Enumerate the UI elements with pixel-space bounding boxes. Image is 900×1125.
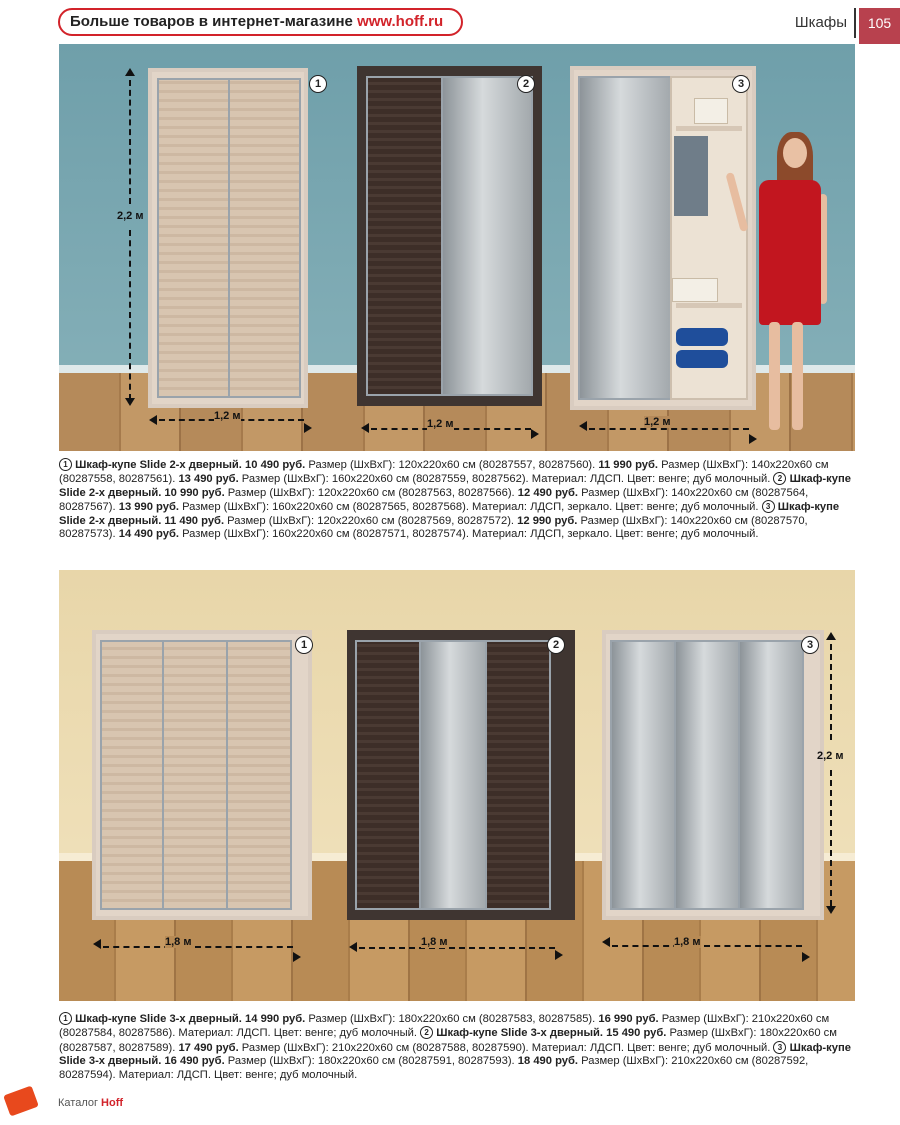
door-panel xyxy=(100,640,164,910)
specs: Размер (ШхВхГ): 210х220х60 см (80287584, 80287586). Материал: ЛДСП. Цвет: венге; дуб молочный. xyxy=(59,1013,830,1040)
door-panel xyxy=(226,640,292,910)
promo-text: Больше товаров в интернет-магазине xyxy=(70,13,358,30)
door-panel xyxy=(162,640,228,910)
wardrobe-1-light-oak xyxy=(92,630,312,920)
section-title: Шкафы xyxy=(794,14,847,31)
item-badge-1: 1 xyxy=(309,75,327,93)
shelf xyxy=(676,126,742,131)
price: 12 990 руб. xyxy=(517,514,578,527)
mirror-door xyxy=(674,640,740,910)
storage-box xyxy=(694,98,728,124)
page-number: 105 xyxy=(859,8,900,44)
door-panel xyxy=(157,78,230,398)
store-logo-icon xyxy=(3,1086,39,1117)
specs: Размер (ШхВхГ): 210х220х60 см (80287592, 80287594). Материал: ЛДСП. Цвет: венге; дуб молочный. xyxy=(59,1055,809,1081)
item-number-icon: 3 xyxy=(762,500,775,513)
price: 17 490 руб. xyxy=(178,1041,239,1054)
width-line xyxy=(589,428,749,430)
height-arrow-bottom xyxy=(125,398,135,406)
specs: Размер (ШхВхГ): 160х220х60 см (80287565, 80287568). Материал: ЛДСП, зеркало. Цвет: венге; дуб молочный. xyxy=(178,501,762,514)
width-label-2: 1,2 м xyxy=(427,418,454,430)
pillow xyxy=(676,350,728,368)
price: 11 990 руб. xyxy=(598,459,658,471)
model-red-dress xyxy=(759,180,821,325)
product-title: Шкаф-купе Slide 2-х дверный. xyxy=(59,501,840,527)
price: 10 990 руб. xyxy=(164,486,225,499)
specs: Размер (ШхВхГ): 210х220х60 см (80287588, 80287590). Материал: ЛДСП. Цвет: венге; дуб молочный. xyxy=(238,1041,774,1054)
height-line xyxy=(129,230,131,400)
specs: Размер (ШхВхГ): 180х220х60 см (80287591, 80287593). xyxy=(224,1055,518,1068)
height-arrow-bottom xyxy=(826,906,836,914)
caption-entry xyxy=(59,459,598,471)
product-title: Шкаф-купе Slide 3-х дверный. xyxy=(59,1041,851,1068)
specs: Размер (ШхВхГ): 180х220х60 см (80287587, 80287589). xyxy=(59,1027,837,1054)
item-badge-2: 2 xyxy=(547,636,565,654)
height-arrow-top xyxy=(826,632,836,640)
width-arrow-right xyxy=(749,434,757,444)
width-arrow-right xyxy=(802,952,810,962)
specs: Размер (ШхВхГ): 120х220х60 см (80287557, 80287560). xyxy=(305,459,599,471)
height-label: 2,2 м xyxy=(117,210,144,222)
price: 14 990 руб. xyxy=(245,1013,306,1025)
footer xyxy=(58,1097,123,1109)
price: 18 490 руб. xyxy=(517,1055,579,1068)
width-arrow-left xyxy=(361,423,369,433)
price: 16 990 руб. xyxy=(598,1013,659,1025)
caption-entry xyxy=(59,1013,598,1025)
hanging-clothes xyxy=(674,136,708,216)
wardrobe-2-wenge-mirror xyxy=(357,66,542,406)
item-number-icon: 1 xyxy=(59,1012,72,1025)
width-line xyxy=(612,945,802,947)
item-number-icon: 1 xyxy=(59,458,72,471)
width-label-3: 1,2 м xyxy=(644,416,671,428)
price: 14 490 руб. xyxy=(118,528,179,541)
width-arrow-left xyxy=(149,415,157,425)
product-title: Шкаф-купе Slide 2-х дверный. xyxy=(59,473,851,499)
height-arrow-top xyxy=(125,68,135,76)
price: 15 490 руб. xyxy=(606,1027,667,1040)
door-panel xyxy=(485,640,551,910)
item-number-icon: 3 xyxy=(773,1041,786,1054)
promo-banner[interactable] xyxy=(58,8,463,36)
specs: Размер (ШхВхГ): 180х220х60 см (80287583, 80287585). xyxy=(305,1013,599,1025)
width-line xyxy=(359,947,555,949)
storage-box xyxy=(672,278,718,302)
product-title: Шкаф-купе Slide 2-х дверный. xyxy=(75,459,242,471)
product-title: Шкаф-купе Slide 3-х дверный. xyxy=(75,1013,242,1025)
item-badge-2: 2 xyxy=(517,75,535,93)
price: 11 490 руб. xyxy=(164,514,225,527)
footer-brand: Hoff xyxy=(101,1097,124,1109)
width-arrow-right xyxy=(555,950,563,960)
specs: Размер (ШхВхГ): 120х220х60 см (80287563, 80287566). xyxy=(224,486,518,499)
height-line xyxy=(129,80,131,204)
caption-three-door xyxy=(59,1012,854,1082)
wardrobe-3-open xyxy=(570,66,756,410)
product-photo-three-door xyxy=(59,570,855,1001)
width-label-3: 1,8 м xyxy=(674,936,701,948)
wardrobe-2-wenge-mirror xyxy=(347,630,575,920)
footer-catalog-label: Каталог xyxy=(58,1097,102,1109)
wardrobe-1-light-oak xyxy=(148,68,308,408)
mirror-door xyxy=(738,640,804,910)
item-badge-3: 3 xyxy=(801,636,819,654)
mirror-door xyxy=(578,76,672,400)
header-divider xyxy=(854,8,856,38)
specs: Размер (ШхВхГ): 160х220х60 см (80287571, 80287574). Материал: ЛДСП, зеркало. Цвет: венге; дуб молочный. xyxy=(178,528,759,541)
specs: Размер (ШхВхГ): 140х220х60 см (80287570, 80287573). xyxy=(59,514,808,541)
height-line xyxy=(830,770,832,906)
item-number-icon: 2 xyxy=(773,472,786,485)
promo-link[interactable]: www.hoff.ru xyxy=(357,13,444,30)
model-leg xyxy=(769,322,780,430)
width-label-1: 1,2 м xyxy=(214,410,241,422)
mirror-door xyxy=(419,640,487,910)
model-leg xyxy=(792,322,803,430)
door-panel xyxy=(355,640,421,910)
product-photo-two-door xyxy=(59,44,855,451)
model-face xyxy=(783,138,807,168)
width-line xyxy=(103,946,293,948)
width-arrow-right xyxy=(293,952,301,962)
specs: Размер (ШхВхГ): 140х220х60 см (80287564, 80287567). xyxy=(59,486,809,514)
height-label: 2,2 м xyxy=(817,750,844,762)
width-label-1: 1,8 м xyxy=(165,936,192,948)
wardrobe-interior xyxy=(670,76,748,400)
caption-two-door xyxy=(59,458,854,541)
specs: Размер (ШхВхГ): 120х220х60 см (80287569, 80287572). xyxy=(224,514,518,527)
width-arrow-left xyxy=(579,421,587,431)
product-title: Шкаф-купе Slide 3-х дверный. xyxy=(436,1027,604,1040)
wardrobe-3-mirror xyxy=(602,630,824,920)
price: 16 490 руб. xyxy=(164,1055,225,1068)
width-arrow-right xyxy=(304,423,312,433)
specs: Размер (ШхВхГ): 160х220х60 см (80287559, 80287562). Материал: ЛДСП. Цвет: венге; дуб молочный. xyxy=(238,473,774,486)
pillow xyxy=(676,328,728,346)
price: 13 490 руб. xyxy=(178,473,239,486)
door-panel xyxy=(228,78,301,398)
specs: Размер (ШхВхГ): 140х220х60 см (80287558, 80287561). xyxy=(59,459,829,486)
width-arrow-left xyxy=(93,939,101,949)
width-arrow-left xyxy=(602,937,610,947)
width-arrow-right xyxy=(531,429,539,439)
item-badge-3: 3 xyxy=(732,75,750,93)
price: 13 990 руб. xyxy=(118,501,179,514)
price: 10 490 руб. xyxy=(245,459,306,471)
door-panel xyxy=(366,76,444,396)
shelf xyxy=(676,303,742,308)
mirror-door xyxy=(441,76,533,396)
price: 12 490 руб. xyxy=(517,486,579,499)
height-line xyxy=(830,644,832,740)
mirror-door xyxy=(610,640,676,910)
width-arrow-left xyxy=(349,942,357,952)
item-number-icon: 2 xyxy=(420,1026,433,1039)
width-label-2: 1,8 м xyxy=(421,936,448,948)
item-badge-1: 1 xyxy=(295,636,313,654)
